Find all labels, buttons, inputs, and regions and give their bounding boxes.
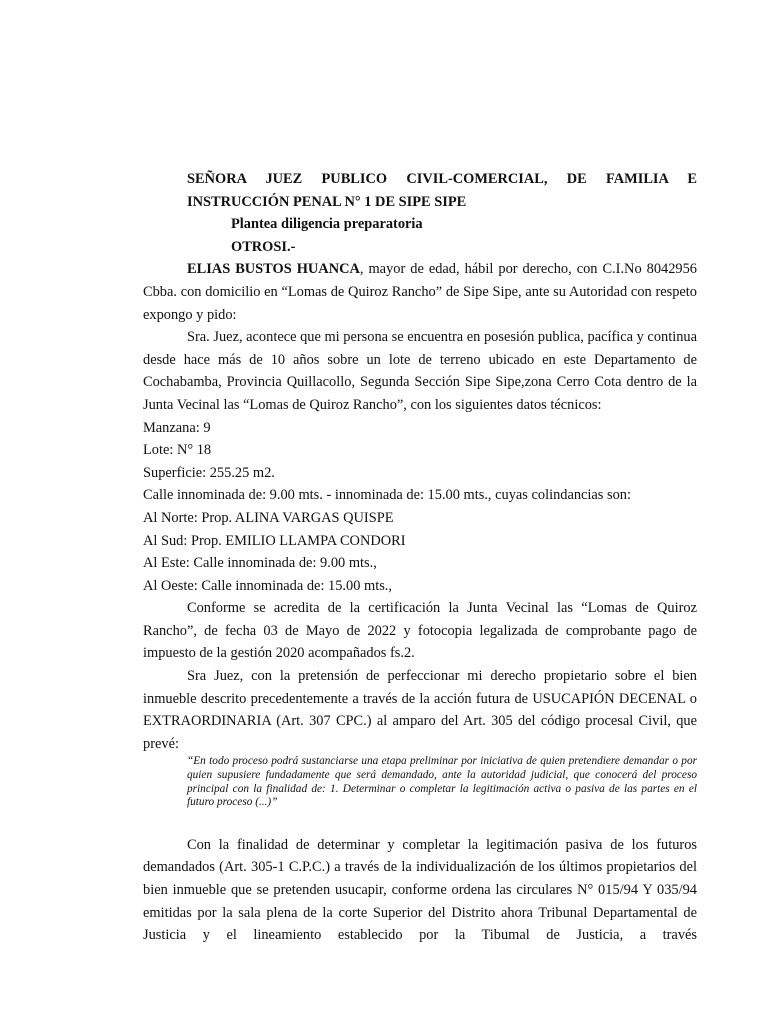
data-este: Al Este: Calle innominada de: 9.00 mts.,	[143, 555, 377, 572]
paragraph-usucapion: Sra Juez, con la pretensión de perfeccionar mi derecho propietario sobre el bien inmueble descrito precedentemente a través de la acción futura de USUCAPIÓN DECENAL o EXTRAORDINARIA (Art. 307 CPC.) al amparo del Art. 305 del código procesal Civil, que prevé:	[143, 668, 697, 752]
data-norte: Al Norte: Prop. ALINA VARGAS QUISPE	[143, 509, 394, 526]
petitioner-name: ELIAS BUSTOS HUANCA	[187, 261, 360, 278]
paragraph-certification: Conforme se acredita de la certificación la Junta Vecinal las “Lomas de Quiroz Rancho”, de fecha 03 de Mayo de 2022 y fotocopia legalizada de comprobante pago de impuesto de la gestión 2020 acompañados fs.2.	[143, 600, 697, 662]
paragraph-legitimation: Con la finalidad de determinar y completar la legitimación pasiva de los futuros demandados (Art. 305-1 C.P.C.) a través de la individualización de los últimos propietarios del bien inmueble que se pretenden usucapir, conforme ordena las circulares N° 015/94 Y 035/94 emitidas por la sala plena de la corte Superior del Distrito ahora Tribunal Departamental de Justicia y el lineamiento establecido por la Tibumal de Justicia, a través	[143, 836, 697, 944]
court-heading: SEÑORA JUEZ PUBLICO CIVIL-COMERCIAL, DE FAMILIA E INSTRUCCIÓN PENAL N° 1 DE SIPE SIPE	[187, 171, 697, 210]
data-sud: Al Sud: Prop. EMILIO LLAMPA CONDORI	[143, 532, 406, 549]
spacer	[143, 810, 697, 834]
data-oeste: Al Oeste: Calle innominada de: 15.00 mts.,	[143, 577, 392, 594]
data-superficie: Superficie: 255.25 m2.	[143, 464, 275, 481]
data-calles: Calle innominada de: 9.00 mts. - innominada de: 15.00 mts., cuyas colindancias son:	[143, 487, 631, 504]
paragraph-possession: Sra. Juez, acontece que mi persona se encuentra en posesión publica, pacífica y continua desde hace más de 10 años sobre un lote de terreno ubicado en este Departamento de Cochabamba, Provincia Quillacollo, Segunda Sección Sipe Sipe,zona Cerro Cota dentro de la Junta Vecinal las “Lomas de Quiroz Rancho”, con los siguientes datos técnicos:	[143, 329, 697, 413]
intro-paragraph	[143, 258, 697, 326]
document-body	[143, 168, 697, 947]
data-lote: Lote: N° 18	[143, 442, 212, 459]
subheading-otrosi: OTROSI.-	[231, 238, 296, 255]
technical-data-list	[143, 417, 697, 598]
legal-quote: “En todo proceso podrá sustanciarse una etapa preliminar por iniciativa de quien pretendiere demandar o por quien supusiere fundadamente que será demandado, ante la autoridad judicial, que conocerá del proceso principal con la finalidad de: 1. Determinar o completar la legitimación activa o pasiva de las partes en el futuro proceso (...)”	[187, 755, 697, 809]
data-manzana: Manzana: 9	[143, 419, 211, 436]
subheading-petition: Plantea diligencia preparatoria	[231, 216, 423, 233]
intro-text: , mayor de edad, hábil por derecho, con C.I.No 8042956 Cbba. con domicilio en “Lomas de Quiroz Rancho” de Sipe Sipe, ante su Autoridad con respeto expongo y pido:	[143, 261, 698, 323]
